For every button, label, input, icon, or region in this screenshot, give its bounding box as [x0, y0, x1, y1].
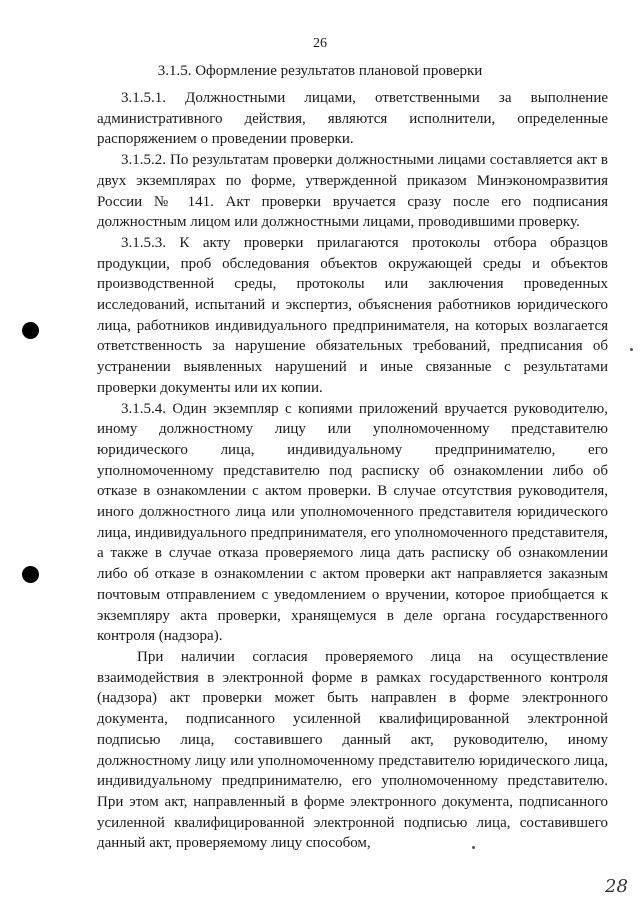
punch-hole-icon — [22, 322, 39, 339]
handwritten-sheet-number: 28 — [605, 876, 628, 897]
paragraph-3-1-5-4: 3.1.5.4. Один экземпляр с копиями приложений вручается руководителю, иному должностному лицу или уполномоченному представителю юридического лица, индивидуальному предпринимателю, его уполномоченному представителю под расписку об ознакомлении либо об отказе в ознакомлении с актом проверки. В случае отсутствия руководителя, иного должностного лица или уполномоченного представителя юридического лица, индивидуального предпринимателя, его уполномоченного представителя, а также в случае отказа проверяемого лица дать расписку об ознакомлении либо об отказе в ознакомлении с актом проверки акт направляется заказным почтовым отправлением с уведомлением о вручении, которое приобщается к экземпляру акта проверки, хранящемуся в деле органа государственного контроля (надзора). — [97, 400, 608, 645]
paragraph-3-1-5-2: 3.1.5.2. По результатам проверки должностными лицами составляется акт в двух экземплярах по форме, утвержденной приказом Минэкономразвития России № 141. Акт проверки вручается сразу после его подписания должностным лицом или должностными лицами, проводившими проверку. — [97, 152, 608, 231]
paragraph-3-1-5-3: 3.1.5.3. К акту проверки прилагаются протоколы отбора образцов продукции, проб обследования объектов окружающей среды и объектов производственной среды, протоколы или заключения проведенных исследований, испытаний и экспертиз, объяснения работников юридического лица, работников индивидуального предпринимателя, на которых возлагается ответственность за нарушение обязательных требований, предписания об устранении выявленных нарушений и иные связанные с результатами проверки документы или их копии. — [97, 234, 608, 396]
page-number: 26 — [313, 36, 327, 51]
margin-dot — [630, 348, 633, 351]
paragraph-electronic-form: При наличии согласия проверяемого лица на осуществление взаимодействия в электронной форме в рамках государственного контроля (надзора) акт проверки может быть направлен в форме электронного документа, подписанного усиленной квалифицированной электронной подписью лица, составившего данный акт, руководителю, иному должностному лицу или уполномоченному представителю юридического лица, индивидуальному предпринимателю, его уполномоченному представителю. При этом акт, направленный в форме электронного документа, подписанного усиленной квалифицированной электронной подписью лица, составившего данный акт, проверяемому лицу способом, — [97, 648, 608, 852]
section-heading: 3.1.5. Оформление результатов плановой проверки — [157, 63, 483, 79]
margin-dot — [472, 846, 475, 849]
punch-hole-icon — [22, 566, 39, 583]
paragraph-3-1-5-1: 3.1.5.1. Должностными лицами, ответственными за выполнение административного действия, являются исполнители, определенные распоряжением о проведении проверки. — [97, 90, 608, 148]
body-text — [97, 88, 608, 854]
